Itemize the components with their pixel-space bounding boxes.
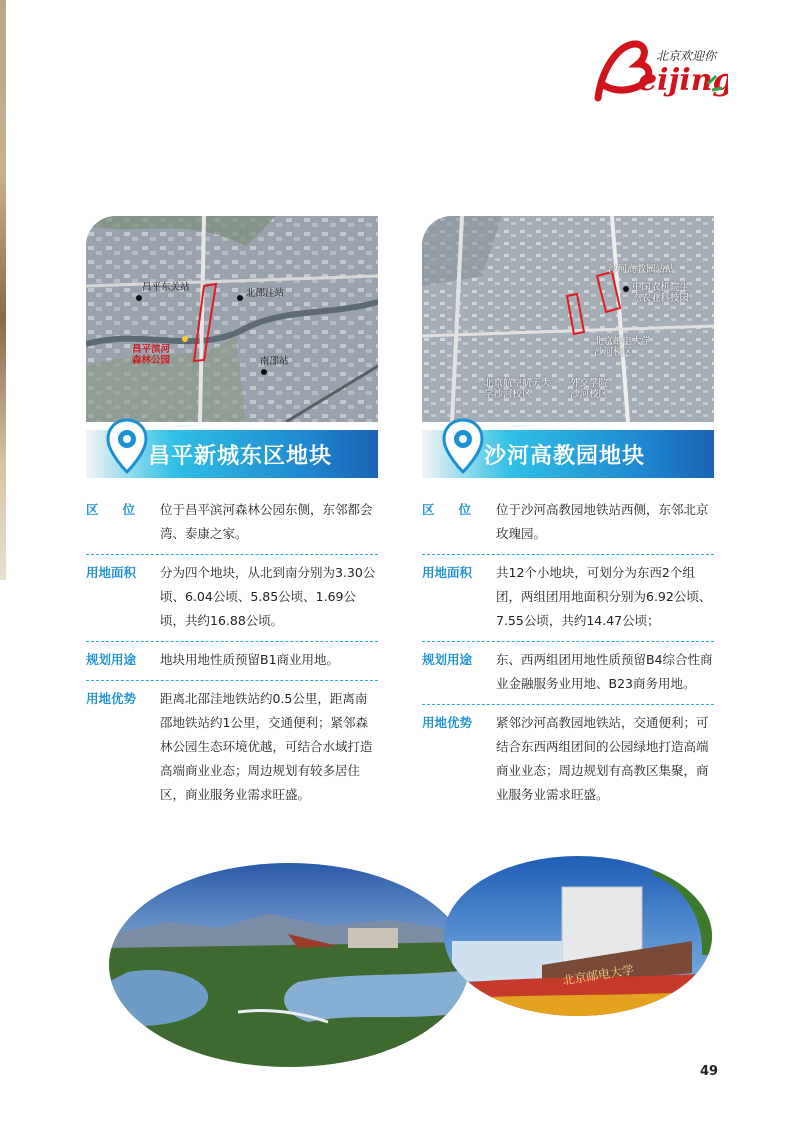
info-value: 东、西两组团用地性质预留B4综合性商业金融服务业用地、B23商务用地。: [496, 652, 713, 691]
info-row-advantage: [86, 681, 378, 815]
info-label: 用地面积: [422, 565, 473, 580]
map-label-bupt: 北京邮电大学 沙河校区: [594, 336, 652, 358]
shahe-title: 沙河高教园地块: [484, 444, 646, 469]
info-label: 规划用途: [86, 652, 137, 667]
page-number: 49: [700, 1064, 719, 1079]
info-label: 区位: [86, 502, 160, 517]
info-row-location: [422, 492, 714, 555]
changping-title-banner: [86, 430, 378, 478]
map-label-buaa: 北京航空航天大 学沙河校区: [484, 378, 551, 400]
info-value: 共12个小地块，可划分为东西2个组团，两组团用地面积分别为6.92公顷、7.55公顷，共约14.47公顷；: [496, 565, 712, 628]
location-pin-icon: [106, 418, 148, 474]
gate-sign-text: 北京邮电大学: [561, 962, 635, 988]
map-label-park: 昌平滨河 森林公园: [132, 344, 171, 366]
changping-satellite: [86, 216, 378, 422]
info-value: 位于昌平滨河森林公园东侧，东邻都会湾、泰康之家。: [160, 502, 373, 541]
info-value: 分为四个地块，从北到南分别为3.30公顷、6.04公顷、5.85公顷、1.69公顷，共约16.88公顷。: [160, 565, 376, 628]
location-pin-icon: [442, 418, 484, 474]
info-value: 地块用地性质预留B1商业用地。: [160, 652, 340, 667]
changping-title: 昌平新城东区地块: [148, 444, 333, 469]
svg-text:北京欢迎你: 北京欢迎你: [656, 49, 717, 63]
map-label-cfau: 外交学院 沙河校区: [570, 378, 609, 400]
map-label-beishaowa: 北邵洼站: [246, 288, 285, 299]
info-value: 紧邻沙河高教园地铁站，交通便利；可结合东西两组团间的公园绿地打造高端商业业态；周边规划有高教区集聚，商业服务业需求旺盛。: [496, 715, 709, 802]
info-row-location: [86, 492, 378, 555]
info-label: 规划用途: [422, 652, 473, 667]
bupt-illustration: [442, 855, 714, 1017]
info-row-usage: [422, 642, 714, 705]
map-label-agri-park: 中国农机院生 态农业科技园: [632, 282, 690, 304]
map-dot: [136, 295, 142, 301]
forest-park-photo: [108, 862, 470, 1068]
map-label-nanshao: 南邵站: [260, 356, 289, 367]
shahe-info-table: [422, 492, 714, 815]
info-row-advantage: [422, 705, 714, 815]
page-edge-strip: [0, 0, 6, 580]
changping-map: [86, 216, 378, 422]
map-dot-park: [182, 336, 188, 342]
bupt-photo: [442, 855, 714, 1017]
beijing-logo: [588, 38, 728, 104]
changping-info-table: [86, 492, 378, 815]
map-dot: [237, 295, 243, 301]
shahe-satellite: [422, 216, 714, 422]
info-label: 用地优势: [422, 715, 473, 730]
info-label: 用地面积: [86, 565, 137, 580]
svg-text:eijing: eijing: [638, 63, 728, 98]
shahe-title-banner: [422, 430, 714, 478]
forest-park-illustration: [108, 862, 470, 1068]
shahe-map: [422, 216, 714, 422]
map-label-shahe-station: 沙河高教园站站: [608, 264, 675, 275]
info-row-area: [422, 555, 714, 642]
info-label: 区位: [422, 502, 496, 517]
map-label-changping-dongguan: 昌平东关站: [142, 282, 190, 293]
info-value: 位于沙河高教园地铁站西侧，东邻北京玫瑰园。: [496, 502, 709, 541]
map-dot: [261, 369, 267, 375]
info-row-area: [86, 555, 378, 642]
beijing-logo-graphic: [588, 38, 728, 104]
info-label: 用地优势: [86, 691, 137, 706]
info-value: 距离北邵洼地铁站约0.5公里，距离南邵地铁站约1公里，交通便利；紧邻森林公园生态环境优越，可结合水域打造高端商业业态；周边规划有较多居住区，商业服务业需求旺盛。: [160, 691, 373, 802]
info-row-usage: [86, 642, 378, 681]
map-dot: [623, 286, 629, 292]
